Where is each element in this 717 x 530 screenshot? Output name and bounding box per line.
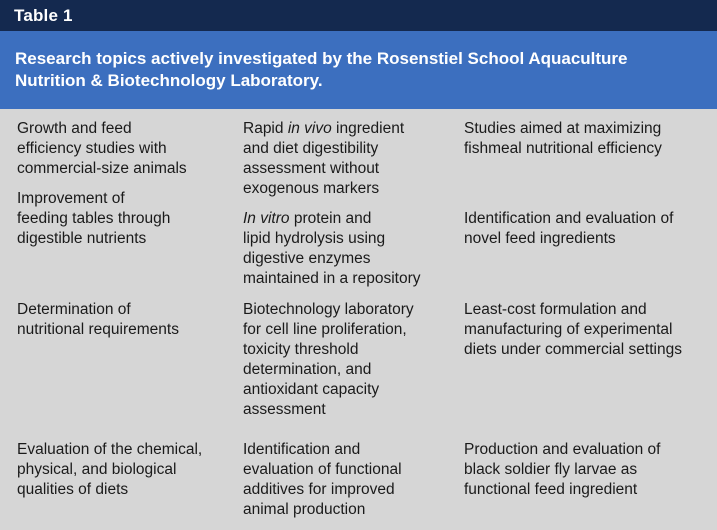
cell-nutritional-requirements — [17, 300, 179, 340]
cell-line: Determination of — [17, 301, 131, 318]
cell-functional-additives — [243, 440, 402, 520]
caption-line-2: Nutrition & Biotechnology Laboratory. — [15, 71, 323, 90]
cell-line: Evaluation of the chemical, — [17, 441, 203, 458]
cell-line — [243, 209, 421, 229]
cell-line: digestible nutrients — [17, 230, 147, 247]
cell-line: physical, and biological — [17, 461, 177, 478]
cell-line: Growth and feed — [17, 120, 132, 137]
cell-line: feeding tables through — [17, 210, 171, 227]
cell-line: toxicity threshold — [243, 341, 359, 358]
cell-line — [243, 119, 404, 139]
cell-novel-ingredients — [464, 209, 673, 249]
cell-line: commercial-size animals — [17, 160, 187, 177]
cell-line: exogenous markers — [243, 180, 380, 197]
table-body — [0, 109, 717, 530]
text-run: protein and — [289, 210, 372, 227]
cell-line: for cell line proliferation, — [243, 321, 407, 338]
cell-line: antioxidant capacity — [243, 381, 380, 398]
cell-line: maintained in a repository — [243, 270, 421, 287]
cell-line: manufacturing of experimental — [464, 321, 673, 338]
italic-term: in vivo — [287, 120, 332, 137]
cell-line: assessment — [243, 401, 326, 418]
cell-line: Studies aimed at maximizing — [464, 120, 662, 137]
cell-growth-feed — [17, 119, 187, 179]
cell-black-soldier-fly — [464, 440, 660, 500]
cell-line: Least-cost formulation and — [464, 301, 647, 318]
cell-line: functional feed ingredient — [464, 481, 638, 498]
cell-least-cost — [464, 300, 682, 360]
cell-rapid-in-vivo — [243, 119, 404, 199]
cell-line: Production and evaluation of — [464, 441, 661, 458]
cell-line: animal production — [243, 501, 366, 518]
cell-line: fishmeal nutritional efficiency — [464, 140, 662, 157]
table-caption — [0, 31, 717, 109]
cell-diet-qualities — [17, 440, 202, 500]
cell-line: qualities of diets — [17, 481, 129, 498]
cell-line: diets under commercial settings — [464, 341, 682, 358]
text-run: Rapid — [243, 120, 288, 137]
cell-line: black soldier fly larvae as — [464, 461, 638, 478]
cell-line: determination, and — [243, 361, 372, 378]
cell-line: evaluation of functional — [243, 461, 402, 478]
cell-line: nutritional requirements — [17, 321, 179, 338]
cell-line: assessment without — [243, 160, 380, 177]
text-run: ingredient — [331, 120, 405, 137]
cell-biotechnology-lab — [243, 300, 414, 420]
cell-fishmeal — [464, 119, 662, 159]
cell-line: Improvement of — [17, 190, 125, 207]
cell-line: novel feed ingredients — [464, 230, 616, 247]
italic-term: In vitro — [243, 210, 290, 227]
cell-line: additives for improved — [243, 481, 395, 498]
cell-line: Identification and — [243, 441, 361, 458]
cell-feeding-tables — [17, 189, 170, 249]
cell-line: digestive enzymes — [243, 250, 371, 267]
cell-in-vitro — [243, 209, 421, 289]
cell-line: and diet digestibility — [243, 140, 379, 157]
cell-line: lipid hydrolysis using — [243, 230, 386, 247]
cell-line: Biotechnology laboratory — [243, 301, 414, 318]
table-label: Table 1 — [14, 6, 73, 25]
cell-line: efficiency studies with — [17, 140, 167, 157]
cell-line: Identification and evaluation of — [464, 210, 674, 227]
caption-line-1: Research topics actively investigated by the Rosenstiel School Aquaculture — [15, 49, 628, 68]
